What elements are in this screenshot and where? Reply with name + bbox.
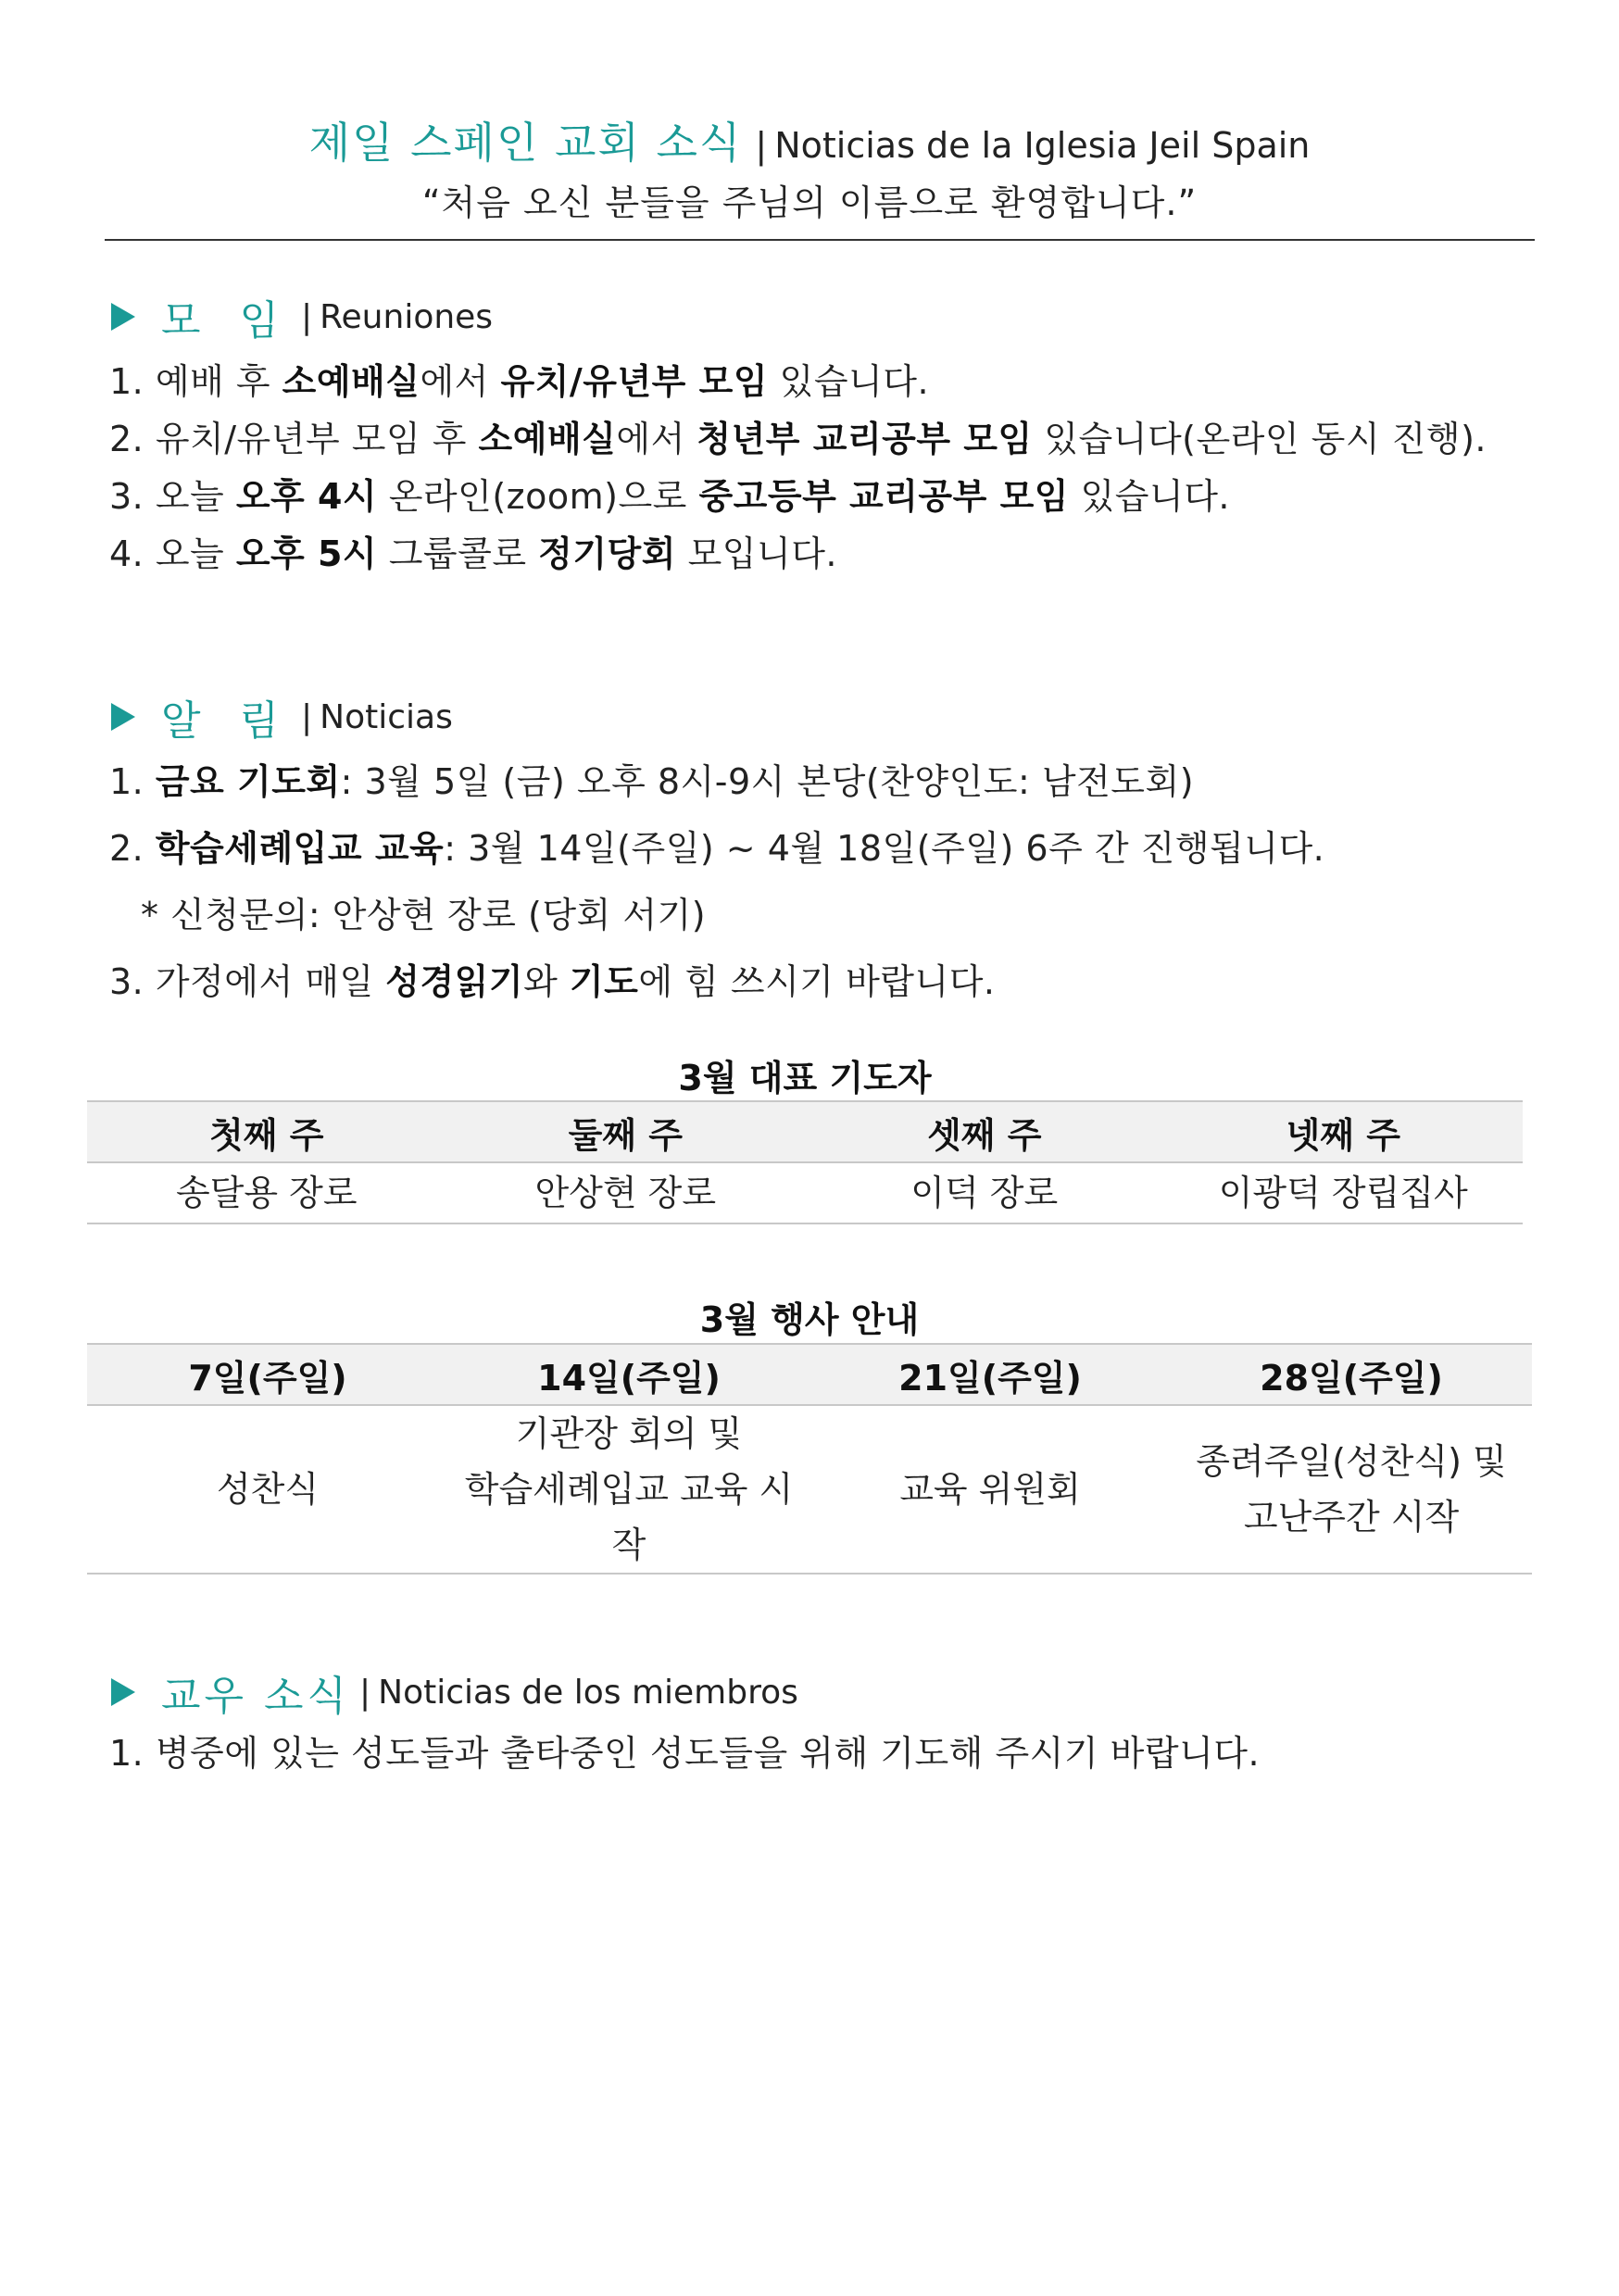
table-row — [87, 1162, 1523, 1223]
item-text: 2. 유치/유년부 모임 후 — [109, 419, 479, 459]
triangle-bullet-icon — [111, 703, 135, 731]
cell-text: 기관장 회의 및 — [515, 1413, 743, 1454]
item-text: 에서 — [420, 361, 501, 402]
table-cell — [1164, 1162, 1524, 1223]
table-cell — [805, 1162, 1164, 1223]
events-table — [87, 1343, 1532, 1575]
section-separator: | — [359, 1673, 371, 1712]
item-text: 있습니다. — [768, 361, 930, 402]
cell-text: 교육 위원회 — [899, 1469, 1081, 1510]
welcome-subtitle: “처음 오신 분들을 주님의 이름으로 환영합니다.” — [421, 182, 1198, 223]
triangle-bullet-icon — [111, 1678, 135, 1706]
prayer-table-title: 3월 대표 기도자 — [678, 1058, 932, 1098]
item-text: 3. 가정에서 매일 — [109, 961, 386, 1002]
column-header: 14일(주일) — [448, 1344, 810, 1405]
column-header: 넷째 주 — [1164, 1101, 1524, 1162]
title-separator: | — [755, 125, 768, 166]
item-text: 있습니다. — [1069, 476, 1230, 517]
list-item — [109, 525, 1487, 583]
section-title-spanish: Reuniones — [320, 297, 494, 336]
list-item — [109, 948, 1324, 1015]
emphasis-text: 소예배실 — [282, 361, 420, 402]
cell-text: 송달용 장로 — [175, 1173, 358, 1213]
item-text: : 3월 14일(주일) ~ 4월 18일(주일) 6주 간 진행됩니다. — [444, 828, 1325, 869]
item-text: : 3월 5일 (금) 오후 8시-9시 본당(찬양인도: 남전도회) — [340, 761, 1195, 802]
item-text: 와 — [523, 961, 570, 1002]
item-text: 그룹콜로 — [377, 533, 539, 574]
table-cell — [87, 1405, 448, 1574]
header-divider — [105, 239, 1535, 241]
title-korean: 제일 스페인 교회 소식 — [308, 118, 743, 168]
item-text: 온라인(zoom)으로 — [377, 476, 699, 517]
list-item — [109, 353, 1487, 410]
section-heading-meetings — [111, 287, 493, 346]
column-header: 7일(주일) — [87, 1344, 448, 1405]
item-text: 있습니다(온라인 동시 진행). — [1032, 419, 1487, 459]
emphasis-text: 중고등부 교리공부 모임 — [698, 476, 1069, 517]
section-title-spanish: Noticias de los miembros — [378, 1673, 798, 1712]
cell-text: 고난주간 시작 — [1243, 1497, 1460, 1537]
notices-list — [109, 748, 1324, 1015]
cell-text: 종려주일(성찬식) 및 — [1196, 1441, 1507, 1482]
column-header: 셋째 주 — [805, 1101, 1164, 1162]
item-text: 3. 오늘 — [109, 476, 236, 517]
table-cell — [810, 1405, 1171, 1574]
item-text: 에서 — [616, 419, 697, 459]
section-title-korean: 알 림 — [161, 697, 292, 745]
item-text: 1. 병중에 있는 성도들과 출타중인 성도들을 위해 기도해 주시기 바랍니다. — [109, 1733, 1261, 1774]
section-title-spanish: Noticias — [320, 697, 453, 736]
section-heading-notices — [111, 687, 453, 747]
item-text: 1. — [109, 761, 156, 802]
list-item — [109, 815, 1324, 882]
emphasis-text: 정기당회 — [538, 533, 676, 574]
table-cell — [1171, 1405, 1532, 1574]
emphasis-text: 성경읽기 — [385, 961, 524, 1002]
triangle-bullet-icon — [111, 303, 135, 331]
table-header-row — [87, 1101, 1523, 1162]
cell-text: 이광덕 장립집사 — [1218, 1173, 1468, 1213]
title-spanish: Noticias de la Iglesia Jeil Spain — [774, 125, 1311, 166]
section-heading-members — [111, 1662, 798, 1722]
members-list — [109, 1725, 1260, 1782]
table-row — [87, 1405, 1532, 1574]
table-cell — [446, 1162, 806, 1223]
section-title-korean: 모 임 — [161, 297, 292, 345]
item-text: 2. — [109, 828, 156, 869]
list-item — [109, 410, 1487, 468]
prayer-leaders-table — [87, 1100, 1523, 1224]
item-text: 모입니다. — [675, 533, 837, 574]
emphasis-text: 소예배실 — [478, 419, 617, 459]
list-item — [109, 468, 1487, 525]
item-text: 1. 예배 후 — [109, 361, 282, 402]
column-header: 21일(주일) — [810, 1344, 1171, 1405]
item-text: * 신청문의: 안상현 장로 (당회 서기) — [141, 895, 707, 935]
cell-text: 이덕 장로 — [910, 1173, 1059, 1213]
list-item — [109, 1725, 1260, 1782]
emphasis-text: 기도 — [569, 961, 639, 1002]
table-header-row — [87, 1344, 1532, 1405]
emphasis-text: 오후 5시 — [235, 533, 378, 574]
table-cell — [87, 1162, 446, 1223]
events-table-title: 3월 행사 안내 — [699, 1299, 920, 1340]
emphasis-text: 금요 기도회 — [155, 761, 341, 802]
cell-text: 안상현 장로 — [534, 1173, 717, 1213]
table-cell — [448, 1405, 810, 1574]
emphasis-text: 유치/유년부 모임 — [500, 361, 769, 402]
column-header: 28일(주일) — [1171, 1344, 1532, 1405]
item-text: 에 힘 쓰시기 바랍니다. — [638, 961, 996, 1002]
emphasis-text: 학습세례입교 교육 — [155, 828, 445, 869]
item-text: 4. 오늘 — [109, 533, 236, 574]
cell-text: 성찬식 — [216, 1469, 320, 1510]
column-header: 첫째 주 — [87, 1101, 446, 1162]
bulletin-title — [0, 109, 1619, 170]
section-title-korean: 교우 소식 — [161, 1673, 351, 1720]
list-item — [109, 882, 1324, 948]
column-header: 둘째 주 — [446, 1101, 806, 1162]
cell-text: 학습세례입교 교육 시작 — [464, 1469, 794, 1565]
section-separator: | — [301, 697, 313, 736]
emphasis-text: 오후 4시 — [235, 476, 378, 517]
list-item — [109, 748, 1324, 815]
section-separator: | — [301, 297, 313, 336]
emphasis-text: 청년부 교리공부 모임 — [697, 419, 1033, 459]
meetings-list — [109, 353, 1487, 583]
